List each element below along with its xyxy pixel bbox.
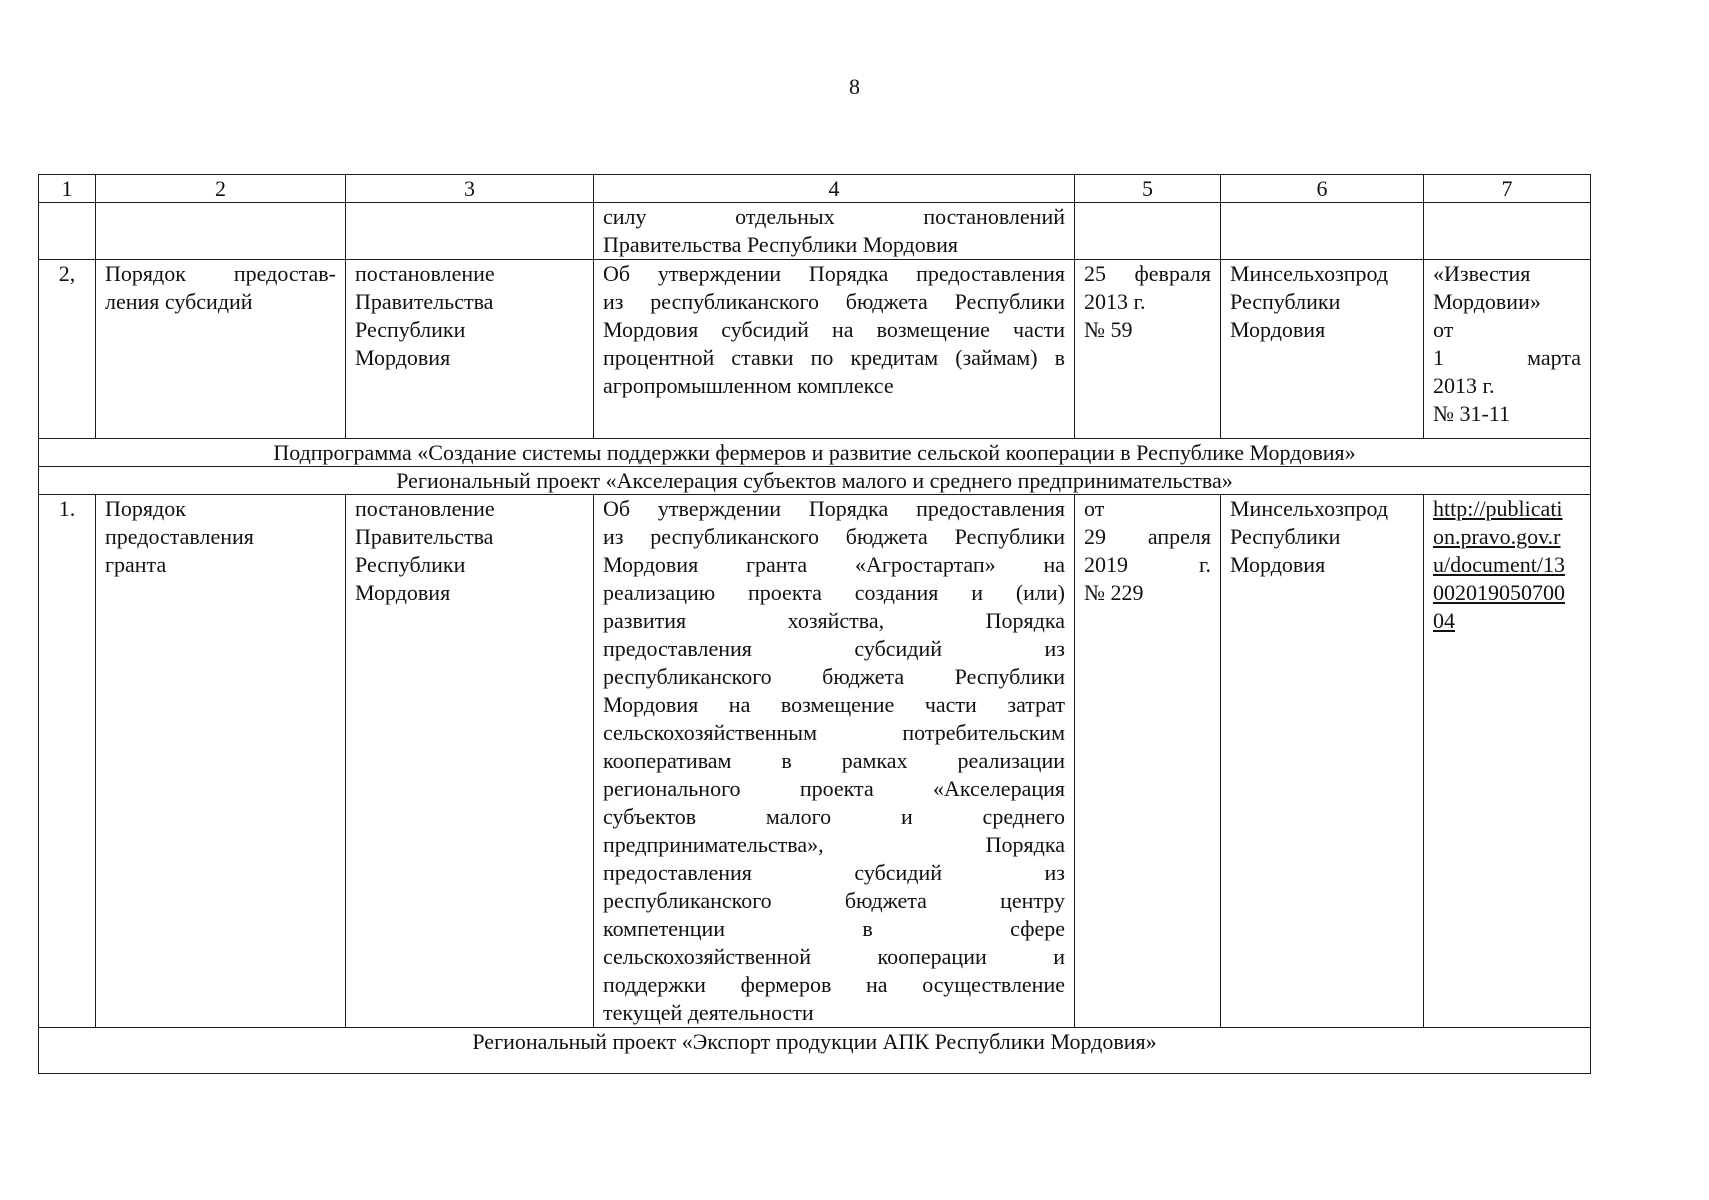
cell-empty xyxy=(346,203,594,260)
text-line: № 59 xyxy=(1084,317,1133,342)
text-line: предоставления субсидий из xyxy=(603,860,1065,885)
text-line: Мордовия xyxy=(355,580,451,605)
link-line: on.pravo.gov.r xyxy=(1433,524,1561,549)
text-line: компетенции в сфере xyxy=(603,916,1065,941)
text-line: из республиканского бюджета Республики xyxy=(603,524,1065,549)
text-line: Мордовии» xyxy=(1433,289,1541,314)
section-heading-row xyxy=(39,467,1591,495)
project-heading: Региональный проект «Экспорт продукции АПК Республики Мордовия» xyxy=(39,1028,1591,1074)
publication-date-line xyxy=(1433,344,1581,372)
cell-row-number: 2, xyxy=(39,260,96,439)
text-line: сельскохозяйственным потребительским xyxy=(603,720,1065,745)
text-line: республиканского бюджета центру xyxy=(603,888,1065,913)
text-line: Республики xyxy=(1230,524,1341,549)
publication-month: марта xyxy=(1527,345,1581,370)
cell-executor xyxy=(1221,260,1424,439)
cell-document-title xyxy=(594,495,1075,1028)
column-header: 5 xyxy=(1075,175,1221,203)
cell-document-type xyxy=(346,495,594,1028)
text-line: Мордовия субсидий на возмещение части xyxy=(603,317,1065,342)
cell-publication xyxy=(1424,495,1591,1028)
text-line: Об утверждении Порядка предоставления xyxy=(603,261,1065,286)
cell-empty xyxy=(1075,203,1221,260)
text-line: Республики xyxy=(355,317,466,342)
text-line: 2013 г. xyxy=(1084,289,1146,314)
text-line: субъектов малого и среднего xyxy=(603,804,1065,829)
column-header: 6 xyxy=(1221,175,1424,203)
text-line: ления субсидий xyxy=(105,289,253,314)
text-line: текущей деятельности xyxy=(603,1000,814,1025)
text-line: предпринимательства», Порядка xyxy=(603,832,1065,857)
table-row xyxy=(39,495,1591,1028)
table-header-row xyxy=(39,175,1591,203)
text-line: Об утверждении Порядка предоставления xyxy=(603,496,1065,521)
text-line: № 229 xyxy=(1084,580,1144,605)
text-line: кооперативам в рамках реализации xyxy=(603,748,1065,773)
text-line: 25 февраля xyxy=(1084,261,1211,286)
text-line: Правительства Республики Мордовия xyxy=(603,232,959,257)
table-row xyxy=(39,260,1591,439)
text-line: процентной ставки по кредитам (займам) в xyxy=(603,345,1065,370)
subprogram-heading: Подпрограмма «Создание системы поддержки фермеров и развитие сельской кооперации в Республике Мордовия» xyxy=(39,439,1591,467)
text-line: республиканского бюджета Республики xyxy=(603,664,1065,689)
cell-document-date xyxy=(1075,495,1221,1028)
text-line: Порядок предостав- xyxy=(105,261,336,286)
section-heading-row xyxy=(39,1028,1591,1074)
column-header: 1 xyxy=(39,175,96,203)
section-heading-row xyxy=(39,439,1591,467)
link-line: 002019050700 xyxy=(1433,580,1565,605)
text-line: агропромышленном комплексе xyxy=(603,373,894,398)
cell-document-title xyxy=(594,260,1075,439)
text-line: реализацию проекта создания и (или) xyxy=(603,580,1065,605)
text-line: «Известия xyxy=(1433,261,1531,286)
text-line: Правительства xyxy=(355,524,494,549)
column-header: 2 xyxy=(96,175,346,203)
link-line: u/document/13 xyxy=(1433,552,1565,577)
text-line: 29 апреля xyxy=(1084,524,1211,549)
text-line: 2013 г. xyxy=(1433,373,1495,398)
column-header: 4 xyxy=(594,175,1075,203)
text-line: постановление xyxy=(355,261,495,286)
publication-day: 1 xyxy=(1433,345,1444,370)
text-line: от xyxy=(1433,317,1454,342)
cell-document-name xyxy=(96,260,346,439)
text-line: предоставления субсидий из xyxy=(603,636,1065,661)
text-line: Мордовия xyxy=(1230,317,1326,342)
cell-publication xyxy=(1424,260,1591,439)
text-line: Мордовия xyxy=(1230,552,1326,577)
text-line: регионального проекта «Акселерация xyxy=(603,776,1065,801)
cell-empty xyxy=(39,203,96,260)
publication-link[interactable] xyxy=(1433,495,1581,635)
column-header: 3 xyxy=(346,175,594,203)
page-number: 8 xyxy=(849,74,860,99)
text-line: поддержки фермеров на осуществление xyxy=(603,972,1065,997)
text-line: из республиканского бюджета Республики xyxy=(603,289,1065,314)
text-line: силу отдельных постановлений xyxy=(603,204,1065,229)
column-header: 7 xyxy=(1424,175,1591,203)
text-line: Республики xyxy=(355,552,466,577)
text-line: Правительства xyxy=(355,289,494,314)
text-line: Порядок xyxy=(105,496,186,521)
text-line: Республики xyxy=(1230,289,1341,314)
text-line: № 31-11 xyxy=(1433,401,1510,426)
text-line: гранта xyxy=(105,552,167,577)
text-line: Минсельхозпрод xyxy=(1230,496,1389,521)
text-line: 2019 г. xyxy=(1084,552,1211,577)
document-table xyxy=(38,174,1591,1074)
text-line: Минсельхозпрод xyxy=(1230,261,1389,286)
text-line: развития хозяйства, Порядка xyxy=(603,608,1065,633)
text-line: постановление xyxy=(355,496,495,521)
cell-document-date xyxy=(1075,260,1221,439)
cell-document-type xyxy=(346,260,594,439)
text-line: Мордовия xyxy=(355,345,451,370)
text-line: от xyxy=(1084,496,1105,521)
cell-empty xyxy=(1424,203,1591,260)
link-line: 04 xyxy=(1433,608,1455,633)
cell-executor xyxy=(1221,495,1424,1028)
cell-document-title xyxy=(594,203,1075,260)
text-line: Мордовия на возмещение части затрат xyxy=(603,692,1065,717)
text-line: сельскохозяйственной кооперации и xyxy=(603,944,1065,969)
link-line: http://publicati xyxy=(1433,496,1563,521)
project-heading: Региональный проект «Акселерация субъектов малого и среднего предпринимательства» xyxy=(39,467,1591,495)
cell-row-number: 1. xyxy=(39,495,96,1028)
cell-document-name xyxy=(96,495,346,1028)
text-line: Мордовия гранта «Агростартап» на xyxy=(603,552,1065,577)
text-line: предоставления xyxy=(105,524,254,549)
cell-empty xyxy=(96,203,346,260)
cell-empty xyxy=(1221,203,1424,260)
table-row-continuation xyxy=(39,203,1591,260)
